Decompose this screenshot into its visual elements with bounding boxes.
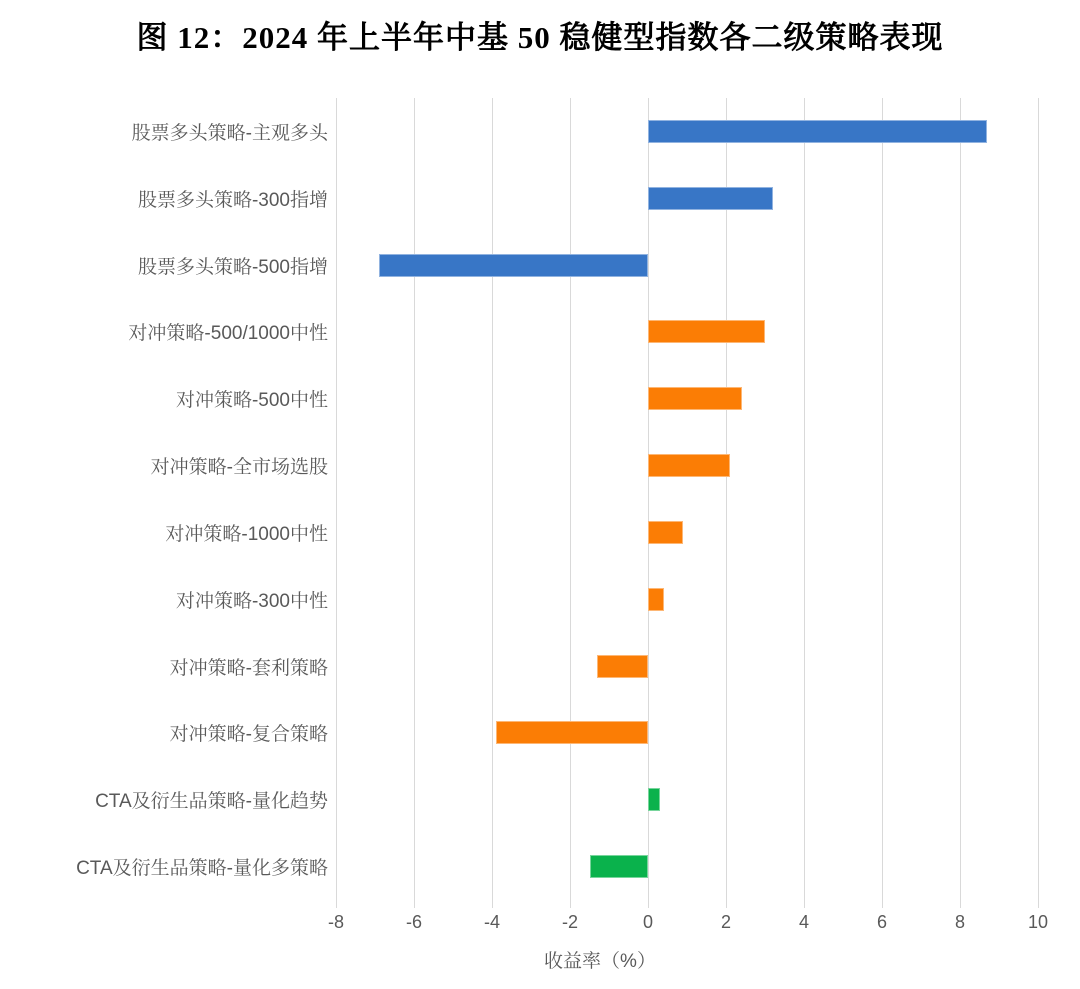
category-label: 对冲策略-复合策略 bbox=[169, 724, 328, 746]
plot-area bbox=[336, 98, 1046, 900]
category-label: 股票多头策略-500指增 bbox=[137, 256, 328, 278]
x-tick-label: -4 bbox=[483, 912, 501, 932]
category-label: 股票多头策略-主观多头 bbox=[131, 122, 328, 144]
x-tick-label: -2 bbox=[561, 912, 579, 932]
bar bbox=[590, 855, 649, 878]
chart-title: 图 12：2024 年上半年中基 50 稳健型指数各二级策略表现 bbox=[136, 20, 944, 55]
gridline bbox=[882, 98, 883, 900]
category-label: 对冲策略-500中性 bbox=[175, 390, 328, 412]
bar bbox=[648, 588, 664, 611]
x-tick-label: -6 bbox=[405, 912, 423, 932]
bar bbox=[648, 788, 660, 811]
gridline bbox=[492, 98, 493, 900]
gridline bbox=[570, 98, 571, 900]
category-label: CTA及衍生品策略-量化趋势 bbox=[95, 791, 328, 813]
gridline bbox=[336, 98, 337, 900]
category-label: 对冲策略-全市场选股 bbox=[150, 457, 328, 479]
bar bbox=[648, 454, 730, 477]
category-label: 对冲策略-300中性 bbox=[175, 590, 328, 612]
y-axis-category-labels bbox=[0, 98, 328, 900]
axis-tick-mark bbox=[570, 900, 571, 908]
axis-tick-mark bbox=[336, 900, 337, 908]
x-tick-label: 0 bbox=[642, 912, 654, 932]
bar bbox=[648, 187, 773, 210]
gridline bbox=[960, 98, 961, 900]
axis-tick-mark bbox=[960, 900, 961, 908]
category-label: 对冲策略-套利策略 bbox=[169, 657, 328, 679]
gridline bbox=[726, 98, 727, 900]
bar bbox=[648, 521, 683, 544]
bar bbox=[648, 120, 987, 143]
bar bbox=[496, 721, 648, 744]
bar bbox=[648, 320, 765, 343]
axis-tick-mark bbox=[882, 900, 883, 908]
bar bbox=[379, 254, 648, 277]
gridline bbox=[1038, 98, 1039, 900]
x-axis-tick-labels bbox=[0, 912, 1080, 936]
x-tick-label: -8 bbox=[327, 912, 345, 932]
x-tick-label: 6 bbox=[876, 912, 888, 932]
bar bbox=[648, 387, 742, 410]
gridline bbox=[648, 98, 649, 900]
axis-tick-mark bbox=[648, 900, 649, 908]
x-tick-label: 4 bbox=[798, 912, 810, 932]
x-tick-label: 10 bbox=[1027, 912, 1049, 932]
category-label: 股票多头策略-300指增 bbox=[137, 189, 328, 211]
category-label: CTA及衍生品策略-量化多策略 bbox=[76, 858, 328, 880]
x-tick-label: 8 bbox=[954, 912, 966, 932]
axis-tick-mark bbox=[414, 900, 415, 908]
gridline bbox=[414, 98, 415, 900]
x-tick-label: 2 bbox=[720, 912, 732, 932]
x-axis-title: 收益率（%） bbox=[544, 951, 656, 972]
gridline bbox=[804, 98, 805, 900]
axis-tick-mark bbox=[1038, 900, 1039, 908]
axis-tick-mark bbox=[726, 900, 727, 908]
category-label: 对冲策略-500/1000中性 bbox=[128, 323, 328, 345]
axis-tick-mark bbox=[804, 900, 805, 908]
category-label: 对冲策略-1000中性 bbox=[165, 523, 328, 545]
axis-tick-mark bbox=[492, 900, 493, 908]
bar bbox=[597, 655, 648, 678]
